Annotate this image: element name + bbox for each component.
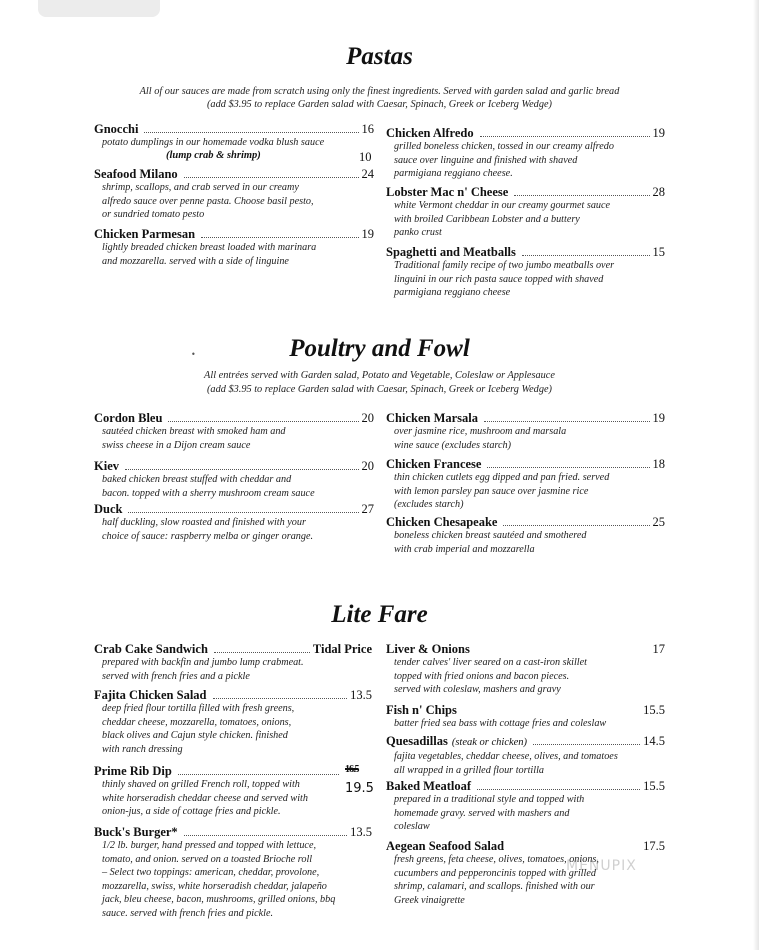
item-price: 17.5 <box>643 839 665 853</box>
leader-dots <box>201 237 358 238</box>
poultry-note-2: (add $3.95 to replace Garden salad with Caesar, Spinach, Greek or Iceberg Wedge) <box>207 384 552 395</box>
item-price: 15.5 <box>643 779 665 793</box>
leader-dots <box>168 421 358 422</box>
item-description: boneless chicken breast sautéed and smothered with crab imperial and mozzarella <box>394 530 587 555</box>
item-name: Lobster Mac n' Cheese <box>386 185 509 199</box>
gnocchi-sub-price: 10 <box>359 150 372 164</box>
item-description: lightly breaded chicken breast loaded with marinara and mozzarella. served with a side of linguine <box>102 242 317 267</box>
item-description: prepared in a traditional style and topped with homemade gravy. served with mashers and coleslaw <box>394 794 585 832</box>
item-name: Chicken Alfredo <box>386 126 474 140</box>
leader-dots <box>214 652 310 653</box>
stray-dot: • <box>191 350 196 359</box>
pastas-note-2: (add $3.95 to replace Garden salad with Caesar, Spinach, Greek or Iceberg Wedge) <box>207 99 552 110</box>
item-price: 20 <box>361 411 374 425</box>
leader-dots <box>487 467 649 468</box>
menu-item-chicken-chesapeake <box>386 515 665 556</box>
top-corner-tab <box>38 0 160 17</box>
item-description: fresh greens, feta cheese, olives, tomatoes, onions, cucumbers and pepperoncinis topped with grilled shrimp, calamari, and scallops. finished with our Greek vinaigrette <box>394 854 599 906</box>
item-price: 13.5 <box>350 825 372 839</box>
item-name: Fish n' Chips <box>386 703 457 717</box>
item-price: 28 <box>652 185 665 199</box>
leader-dots <box>477 789 640 790</box>
item-name: Chicken Chesapeake <box>386 515 498 529</box>
menu-item-lobster-mac <box>386 185 665 240</box>
item-price: 16 <box>361 122 374 136</box>
leader-dots <box>533 744 640 745</box>
menu-item-spaghetti <box>386 245 665 300</box>
item-price: 19 <box>361 227 374 241</box>
item-description: grilled boneless chicken, tossed in our creamy alfredo sauce over linguine and finished with shaved parmigiana reggiano cheese. <box>394 141 614 179</box>
menu-item-fish-n-chips <box>386 703 665 731</box>
item-name: Quesadillas <box>386 734 448 748</box>
menu-item-baked-meatloaf <box>386 779 665 834</box>
menu-item-gnocchi <box>94 122 374 150</box>
item-name: Seafood Milano <box>94 167 178 181</box>
leader-dots <box>125 469 359 470</box>
item-name-note: (steak or chicken) <box>451 737 528 748</box>
leader-dots <box>522 255 650 256</box>
section-title-pastas: Pastas <box>346 43 413 70</box>
leader-dots <box>484 421 649 422</box>
leader-dots <box>144 132 358 133</box>
item-price: 19 <box>652 411 665 425</box>
menu-item-kiev <box>94 459 374 500</box>
item-description: thin chicken cutlets egg dipped and pan fried. served with lemon parsley pan sauce over jasmine rice (excludes starch) <box>394 472 610 510</box>
item-price: 13.5 <box>350 688 372 702</box>
menu-item-bucks-burger <box>94 825 372 920</box>
item-name: Chicken Marsala <box>386 411 479 425</box>
item-name: Aegean Seafood Salad <box>386 839 505 853</box>
item-description: tender calves' liver seared on a cast-iron skillet topped with fried onions and bacon pieces. served with coleslaw, mashers and gravy <box>394 657 587 695</box>
item-price: Tidal Price <box>312 642 372 656</box>
menu-item-liver-onions <box>386 642 665 697</box>
item-name: Chicken Francese <box>386 457 482 471</box>
item-description: white Vermont cheddar in our creamy gourmet sauce with broiled Caribbean Lobster and a buttery panko crust <box>394 200 611 238</box>
item-price: 15 <box>652 245 665 259</box>
item-description: half duckling, slow roasted and finished with your choice of sauce: raspberry melba or ginger orange. <box>102 517 314 542</box>
item-name: Fajita Chicken Salad <box>94 688 207 702</box>
item-description: prepared with backfin and jumbo lump crabmeat. served with french fries and a pickle <box>102 657 304 682</box>
item-name: Spaghetti and Meatballs <box>386 245 516 259</box>
leader-dots <box>184 835 347 836</box>
leader-dots <box>178 774 339 775</box>
section-title-poultry: Poultry and Fowl <box>289 335 470 362</box>
menu-item-fajita-chicken-salad <box>94 688 372 756</box>
item-price: 18 <box>652 457 665 471</box>
menu-item-crab-cake-sandwich <box>94 642 372 683</box>
item-description: thinly shaved on grilled French roll, topped with white horseradish cheddar cheese and served with onion-jus, a side of cottage fries and pickle. <box>102 779 308 817</box>
item-price: 20 <box>361 459 374 473</box>
struck-old-price <box>345 764 359 775</box>
leader-dots <box>184 177 359 178</box>
item-name: Baked Meatloaf <box>386 779 472 793</box>
item-name: Liver & Onions <box>386 642 470 656</box>
menu-item-cordon-bleu <box>94 411 374 452</box>
item-description: baked chicken breast stuffed with cheddar and bacon. topped with a sherry mushroom cream sauce <box>102 474 315 499</box>
item-description: 1/2 lb. burger, hand pressed and topped with lettuce, tomato, and onion. served on a toasted Brioche roll – Select two toppings: american, cheddar, provolone, mozzarella, swiss, white horseradish cheddar, jalapeño jack, bleu cheese, bacon, mushrooms, grilled onions, bbq sauce. served with french fries and pickle. <box>102 840 336 919</box>
old-price-text: 16.5 <box>345 764 359 775</box>
item-name: Kiev <box>94 459 119 473</box>
menu-item-duck <box>94 502 374 543</box>
menu-item-chicken-parmesan <box>94 227 374 268</box>
item-name: Buck's Burger* <box>94 825 178 839</box>
leader-dots <box>503 525 649 526</box>
item-description: fajita vegetables, cheddar cheese, olives, and tomatoes all wrapped in a grilled flour tortilla <box>394 751 618 776</box>
item-description: deep fried flour tortilla filled with fresh greens, cheddar cheese, mozzarella, tomatoes, onions, black olives and Cajun style chicken. finished with ranch dressing <box>102 703 295 755</box>
item-name: Duck <box>94 502 123 516</box>
item-description: batter fried sea bass with cottage fries and coleslaw <box>394 718 607 729</box>
menu-item-chicken-francese <box>386 457 665 512</box>
poultry-note-1: All entrées served with Garden salad, Potato and Vegetable, Coleslaw or Applesauce <box>204 370 555 381</box>
leader-dots <box>514 195 649 196</box>
menu-item-chicken-marsala <box>386 411 665 452</box>
item-name: Prime Rib Dip <box>94 764 172 778</box>
item-price: 14.5 <box>643 734 665 748</box>
leader-dots <box>480 136 650 137</box>
item-name: Crab Cake Sandwich <box>94 642 208 656</box>
handwritten-price: 19.5 <box>345 781 374 796</box>
pastas-note-1: All of our sauces are made from scratch using only the finest ingredients. Served with garden salad and garlic bread <box>139 86 620 97</box>
item-description: Traditional family recipe of two jumbo meatballs over linguini in our rich pasta sauce topped with shaved parmigiana reggiano cheese <box>394 260 615 298</box>
item-description: potato dumplings in our homemade vodka blush sauce <box>102 137 325 148</box>
item-price: 15.5 <box>643 703 665 717</box>
watermark: MENUPIX <box>566 858 637 874</box>
item-price: 19 <box>652 126 665 140</box>
section-title-lite-fare: Lite Fare <box>331 601 428 628</box>
leader-dots <box>128 512 358 513</box>
item-description: shrimp, scallops, and crab served in our creamy alfredo sauce over penne pasta. Choose basil pesto, or sundried tomato pesto <box>102 182 314 220</box>
item-name: Chicken Parmesan <box>94 227 196 241</box>
menu-item-seafood-milano <box>94 167 374 222</box>
item-price: 17 <box>652 642 665 656</box>
gnocchi-sub-option: (lump crab & shrimp) <box>166 150 261 161</box>
item-price: 24 <box>361 167 374 181</box>
menu-item-quesadillas <box>386 734 665 777</box>
item-name: Gnocchi <box>94 122 139 136</box>
menu-item-chicken-alfredo <box>386 126 665 181</box>
item-description: over jasmine rice, mushroom and marsala wine sauce (excludes starch) <box>394 426 567 451</box>
menu-item-prime-rib-dip <box>94 764 342 819</box>
item-name: Cordon Bleu <box>94 411 163 425</box>
item-description: sautéed chicken breast with smoked ham and swiss cheese in a Dijon cream sauce <box>102 426 286 451</box>
leader-dots <box>213 698 348 699</box>
page-edge-shadow <box>753 0 759 950</box>
item-price: 25 <box>652 515 665 529</box>
item-price: 27 <box>361 502 374 516</box>
